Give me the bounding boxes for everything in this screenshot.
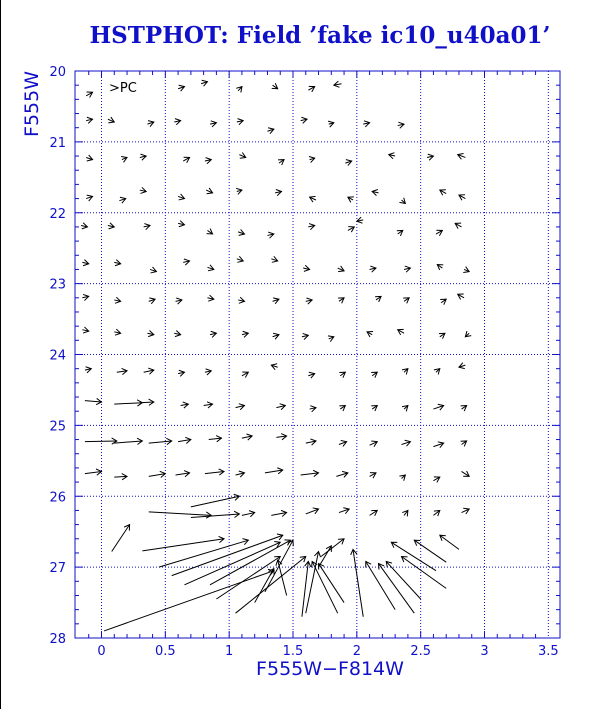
vector-arrow [302,333,308,339]
vector-arrow [306,508,319,514]
vector-arrow [276,434,286,440]
vector-arrow [321,539,344,557]
vector-head [461,406,467,411]
vector-arrow [209,436,222,442]
vector-arrow [437,264,443,269]
vector-arrow [86,195,92,201]
vector-shaft [191,496,240,507]
vector-head [339,372,345,377]
vector-arrow [310,196,316,202]
vector-shaft [142,539,224,551]
vector-arrow [433,510,439,516]
vector-arrow [439,333,445,338]
vector-arrow [265,540,293,592]
vector-arrow [372,190,378,196]
vector-arrow [140,399,154,405]
vector-shaft [85,401,102,402]
vector-arrow [386,561,420,599]
vector-series [81,80,471,631]
vector-arrow [303,265,309,271]
x-tick-label: 2.5 [410,644,432,659]
vector-arrow [440,535,459,549]
vector-shaft [302,561,308,616]
vector-arrow [402,369,408,375]
vector-arrow [207,265,213,271]
y-tick-label: 28 [49,632,66,647]
vector-arrow [183,157,189,162]
vector-arrow [433,404,443,410]
vector-arrow [366,561,395,609]
vector-head [414,540,420,545]
vector-head [339,406,345,411]
vector-arrow [210,331,216,337]
vector-arrow [463,267,469,273]
x-tick-label: 2 [352,644,361,659]
y-tick-label: 20 [49,65,66,80]
vector-arrow [112,525,130,552]
vector-head [437,264,443,269]
vector-arrow [85,438,117,444]
vector-arrow [348,227,354,232]
vector-arrow [404,266,410,272]
x-tick-label: 3.5 [537,644,559,659]
vector-arrow [465,331,471,337]
y-tick-label: 21 [49,135,66,151]
vector-arrow [108,117,114,123]
vector-arrow [207,229,213,234]
vector-arrow [271,256,277,262]
vector-arrow [205,158,211,164]
vector-arrow [236,87,242,93]
vector-arrow [176,298,182,304]
vector-arrow [85,367,91,373]
vector-arrow [104,569,274,630]
vector-head [207,229,213,234]
vector-shaft [379,564,415,614]
vector-arrow [379,564,415,614]
vector-arrow [236,188,242,194]
vector-arrow [238,229,244,235]
pc-annotation: >PC [109,81,137,96]
vector-arrow [82,294,88,300]
vector-arrow [339,508,349,514]
vector-arrow [399,475,405,481]
chart-title: HSTPHOT: Field ’fake ic10_u40a01’ [89,22,551,49]
vector-arrow [172,534,283,576]
vector-arrow [398,122,404,128]
vector-arrow [345,160,351,166]
vector-arrow [210,121,216,127]
vector-arrow [114,260,120,266]
vector-head [124,525,129,531]
vector-head [338,298,344,303]
vector-arrow [178,221,184,227]
vector-arrow [367,332,373,337]
vector-arrow [174,119,180,125]
vector-arrow [242,434,252,440]
vector-arrow [402,406,408,412]
vector-arrow [201,80,207,86]
vector-head [461,441,467,446]
vector-arrow [455,223,461,228]
vector-arrow [275,190,281,196]
vector-shaft [114,476,127,477]
vector-arrow [273,298,279,304]
x-tick-label: 0.5 [154,644,176,659]
vector-arrow [371,406,377,411]
vector-arrow [276,404,285,410]
vector-arrow [82,260,88,266]
vector-arrow [433,477,439,482]
vector-arrow [402,440,411,446]
vector-arrow [267,128,273,134]
y-tick-label: 24 [49,348,66,364]
vector-arrow [82,327,88,333]
vector-arrow [306,552,321,614]
vector-arrow [271,510,286,516]
vector-arrow [114,329,120,335]
vector-arrow [462,471,470,476]
vector-arrow [363,121,369,127]
vector-head [371,372,377,377]
vector-arrow [328,336,334,342]
vector-arrow [402,556,447,588]
vector-shaft [366,561,395,609]
vector-arrow [242,331,248,337]
x-axis-label: F555W−F814W [256,658,404,680]
vector-head [278,160,284,165]
vector-head [403,298,409,303]
vector-shaft [112,525,130,552]
vector-arrow [440,299,446,304]
vector-arrow [205,469,224,475]
vector-arrow [150,267,156,273]
vector-arrow [178,194,184,200]
vector-shaft [391,542,436,570]
vector-arrow [178,85,184,91]
vector-shaft [184,542,280,585]
vector-arrow [339,441,347,447]
vector-arrow [301,117,307,123]
vector-arrow [86,117,92,123]
vector-arrow [114,297,120,303]
vector-arrow [144,368,154,374]
vector-arrow [339,406,345,411]
vector-arrow [427,154,433,160]
vector-arrow [184,542,280,585]
x-tick-label: 1 [225,644,234,659]
vector-arrow [239,153,245,159]
vector-arrow [265,468,283,474]
vector-shaft [104,571,274,631]
y-axis-label: F555W [21,71,43,137]
vector-arrow [181,402,189,408]
vector-shaft [386,561,420,599]
vector-arrow [458,294,464,299]
vector-shaft [440,535,459,549]
vector-arrow [370,473,376,478]
vector-arrow [278,160,284,165]
x-tick-label: 0 [97,644,106,659]
vector-arrow [310,406,316,412]
vector-shaft [114,441,142,443]
vector-arrow [216,556,280,599]
vector-arrow [403,298,409,303]
vector-arrow [114,474,127,480]
vector-arrow [306,439,316,445]
vector-arrow [207,295,213,301]
vector-arrow [204,402,213,408]
vector-arrow [357,217,363,223]
vector-arrow [205,369,211,375]
vector-arrow [308,86,314,91]
vector-arrow [370,510,378,515]
vector-arrow [459,195,465,200]
vector-arrow [273,333,279,339]
vector-arrow [114,438,142,444]
vector-arrow [183,259,189,265]
vector-shaft [265,540,293,592]
vector-arrow [461,441,467,446]
y-tick-label: 23 [49,277,66,293]
vector-arrow [119,197,125,203]
vector-arrow [434,369,440,375]
vector-head [371,406,377,411]
y-tick-label: 26 [49,490,66,506]
vector-arrow [85,398,102,404]
vector-arrow [121,157,127,163]
x-tick-label: 3 [480,644,489,659]
vector-arrow [301,470,319,476]
vector-arrow [402,510,408,516]
vector-arrow [308,224,314,230]
vector-arrow [397,230,403,235]
vector-arrow [178,437,191,443]
vector-arrow [461,406,467,411]
vector-head [439,333,445,338]
vector-arrow [238,297,244,303]
vector-arrow [334,81,342,87]
vector-shaft [321,539,344,557]
y-tick-label: 22 [49,206,66,222]
vector-arrow [276,560,287,595]
vector-arrow [206,188,212,194]
vector-arrow [371,372,377,377]
vector-shaft [306,552,319,614]
vector-arrow [149,438,172,444]
vector-arrow [86,92,92,97]
vector-arrow [370,441,378,447]
vector-arrow [399,198,405,204]
vector-arrow [147,121,153,127]
vector-shaft [172,535,283,575]
vector-arrow [237,256,243,262]
vector-shaft [353,549,363,616]
x-tick-label: 1.5 [282,644,304,659]
vector-arrow [462,508,470,514]
vector-arrow [433,442,443,448]
vector-arrow [140,154,146,160]
vector-arrow [338,298,344,303]
vector-arrow [242,511,255,517]
vector-arrow [306,298,312,304]
vector-arrow [267,232,273,238]
vector-arrow [174,330,180,336]
vector-head [272,83,278,88]
axis-ticks [49,65,560,659]
vector-shaft [114,403,142,404]
y-tick-label: 25 [49,419,66,435]
vector-head [397,230,403,235]
vector-arrow [309,157,315,163]
vector-arrow [81,223,87,229]
vector-arrow [391,542,436,570]
vector-arrow [336,471,347,477]
vector-arrow [271,364,277,370]
vector-shaft [402,556,447,588]
vector-shaft [140,402,154,403]
vector-arrow [339,372,345,377]
vector-arrow [308,372,314,378]
vector-arrow [351,549,364,616]
vector-arrow [370,266,376,272]
vector-arrow [237,119,243,125]
vector-arrow [440,190,446,195]
vector-shaft [216,556,280,599]
vector-arrow [458,153,466,159]
vector-arrow [142,536,224,550]
vector-arrow [114,400,142,406]
vector-arrow [147,330,153,336]
vector-head [440,299,446,304]
vector-arrow [236,404,245,410]
vector-arrow [117,368,127,374]
vector-arrow [272,83,278,88]
vector-arrow [348,197,354,202]
vector-shaft [159,540,248,567]
vector-arrow [149,298,155,304]
vector-shaft [149,512,212,516]
vector-arrow [338,266,344,272]
vector-arrow [108,223,114,229]
vector-arrow [459,363,465,369]
y-tick-label: 27 [49,561,66,577]
vector-shaft [414,540,446,562]
vector-arrow [375,296,381,301]
vector-arrow [436,230,442,235]
vector-arrow [389,153,395,159]
vector-arrow [176,471,190,477]
vector-arrow [236,471,245,477]
vector-arrow [398,329,404,334]
vector-arrow [178,370,184,376]
vector-shaft [85,441,117,442]
vector-arrow [85,469,102,475]
vector-arrow [328,121,334,127]
vector-head [375,296,381,301]
vector-arrow [140,187,146,193]
vector-arrow [149,512,212,518]
vector-arrow [414,540,446,562]
vector-arrow [86,155,92,161]
vector-arrow [149,471,166,477]
vector-shaft [149,441,172,443]
vector-arrow [144,224,150,230]
vector-arrow [242,372,248,377]
